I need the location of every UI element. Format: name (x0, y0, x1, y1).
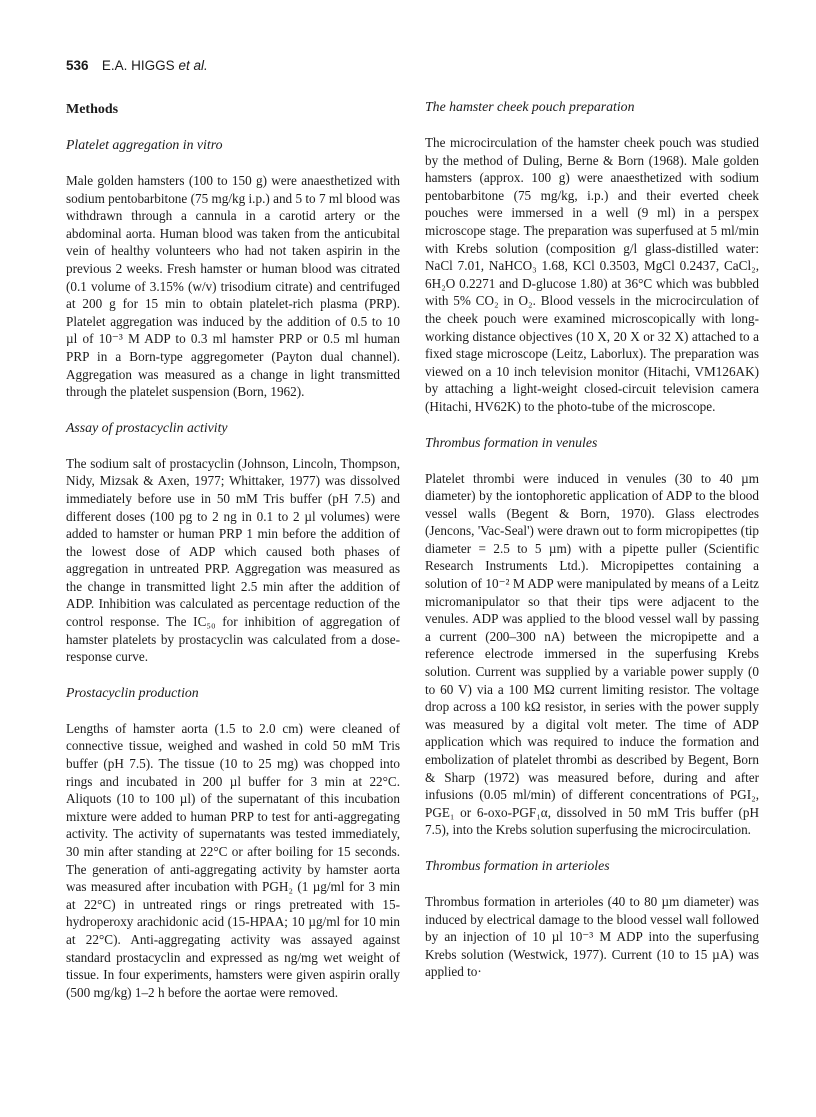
section-title-platelet-aggregation: Platelet aggregation in vitro (66, 137, 223, 152)
section-title-cheek-pouch: The hamster cheek pouch preparation (425, 99, 635, 114)
authors-etal: et al. (178, 58, 208, 73)
section-title-assay-prostacyclin: Assay of prostacyclin activity (66, 419, 228, 435)
right-column (425, 98, 759, 999)
section-text-platelet-aggregation: Male golden hamsters (100 to 150 g) were anaesthetized with sodium pentobarbitone (75 mg/kg i.p.) and 5 to 7 ml blood was withdrawn through a cannula in a carotid artery or the abdominal aorta. Human blood was taken from the anticubital vein of healthy volunteers who had not taken aspirin in the previous 2 weeks. Fresh hamster or human blood was citrated (0.1 volume of 3.15% (w/v) trisodium citrate) and centrifuged at 200 g for 15 min to obtain platelet-rich plasma (PRP). Platelet aggregation was induced by the addition of 0.5 to 10 µl of 10⁻³ M ADP to 0.3 ml hamster PRP or 0.5 ml human PRP in a Born-type aggregometer (Payton dual channel). Aggregation was measured as a change in light transmitted through the platelet suspension (Born, 1962). (66, 173, 400, 400)
section-title-prostacyclin-production: Prostacyclin production (66, 684, 199, 700)
section-text-assay-prostacyclin: The sodium salt of prostacyclin (Johnson, Lincoln, Thompson, Nidy, Mizsak & Axen, 1977; Whittaker, 1977) was dissolved immediately before use in 50 mM Tris buffer (pH 7.5) and different doses (100 pg to 2 ng in 0.1 to 2 µl volumes) were added to hamster or human PRP 1 min before the addition of the lowest dose of ADP which caused both phases of aggregation in untreated PRP. Aggregation was measured as the change in transmitted light 2.5 min after the addition of ADP. Inhibition was calculated as percentage reduction of the control response. The IC₅₀ for inhibition of aggregation of hamster platelets by prostacyclin was calculated from a dose-response curve. (66, 455, 400, 665)
section-text-thrombus-venules: Platelet thrombi were induced in venules (30 to 40 µm diameter) by the iontophoretic application of ADP to the blood vessel walls (Begent & Born, 1970). Glass electrodes (Jencons, 'Vac-Seal') were drawn out to form micropipettes (tip diameter = 2.5 to 5 µm) with a pipette puller (Scientific Research Instruments Ltd.). Micropipettes containing a solution of 10⁻² M ADP were manipulated by means of a Leitz micromanipulator so that their tips were adjacent to the venules. ADP was applied to the blood vessel wall by passing a current (200–300 nA) between the micropipette and a reference electrode immersed in the superfusing Krebs solution. Current was supplied by a variable power supply (0 to 60 V) via a 100 MΩ current limiting resistor. The voltage drop across a 100 kΩ resistor, in series with the power supply was measured by a digital volt meter. The time of ADP application which was required to induce the formation and embolization of platelet thrombi as described by Begent, Born & Sharp (1972) was measured before, during and after infusions (0.05 ml/min) of different concentrations of PGI₂, PGE₁ or 6-oxo-PGF₁α, dissolved in 50 mM Tris buffer (pH 7.5), into the Krebs solution superfusing the microcirculation. (425, 470, 759, 838)
section-title-thrombus-venules: Thrombus formation in venules (425, 434, 598, 450)
page-number: 536 (66, 58, 89, 73)
left-column (66, 98, 400, 1019)
section-text-thrombus-arterioles: Thrombus formation in arterioles (40 to 80 µm diameter) was induced by electrical damage to the blood vessel wall followed by an injection of 10 µl 10⁻³ M ADP into the superfusing Krebs solution (Westwick, 1977). Current (10 to 15 µA) was applied to· (425, 893, 759, 980)
running-header (66, 58, 208, 74)
section-title-thrombus-arterioles: Thrombus formation in arterioles (425, 857, 610, 873)
methods-heading: Methods (66, 102, 119, 117)
running-authors (102, 58, 208, 73)
authors-main: E.A. HIGGS (101, 58, 179, 73)
section-text-cheek-pouch: The microcirculation of the hamster cheek pouch was studied by the method of Duling, Berne & Born (1968). Male golden hamsters (approx. 100 g) were anaesthetized with sodium pentobarbitone (75 mg/kg, i.p.) and their everted cheek pouches were immersed in a well (9 ml) in a perspex microscope stage. The preparation was superfused at 5 ml/min with Krebs solution (composition g/l glass-distilled water: NaCl 7.01, NaHCO₃ 1.68, KCl 0.3503, MgCl 0.2437, CaCl₂, 6H₂O 0.2271 and D-glucose 1.80) at 36°C which was bubbled with 5% CO₂ in O₂. Blood vessels in the microcirculation of the cheek pouch were examined microscopically with long-working distance objectives (10 X, 20 X or 32 X) attached to a fixed stage microscope (Leitz, Laborlux). The preparation was viewed on a 10 inch television monitor (Hitachi, VM126AK) by attaching a light-weight closed-circuit television camera (Hitachi, HV62K) to the photo-tube of the microscope. (425, 135, 759, 414)
section-text-prostacyclin-production: Lengths of hamster aorta (1.5 to 2.0 cm) were cleaned of connective tissue, weighed and washed in cold 50 mM Tris buffer (pH 7.5). The tissue (10 to 25 mg) was chopped into rings and incubated in 200 µl buffer for 3 min at 22°C. Aliquots (10 to 100 µl) of the supernatant of this incubation mixture were added to human PRP to test for anti-aggregating activity. The activity of supernatants was tested immediately, 30 min after standing at 22°C or after boiling for 15 seconds. The generation of anti-aggregating activity by hamster aorta was measured after incubation with PGH₂ (1 µg/ml for 3 min at 22°C) in untreated rings or rings pretreated with 15-hydroperoxy arachidonic acid (15-HPAA; 10 µg/ml for 10 min at 22°C). Anti-aggregating activity was assayed against standard prostacyclin and expressed as ng/mg wet weight of tissue. In four experiments, hamsters were given aspirin orally (500 mg/kg) 1–2 h before the aortae were removed. (66, 720, 400, 1000)
